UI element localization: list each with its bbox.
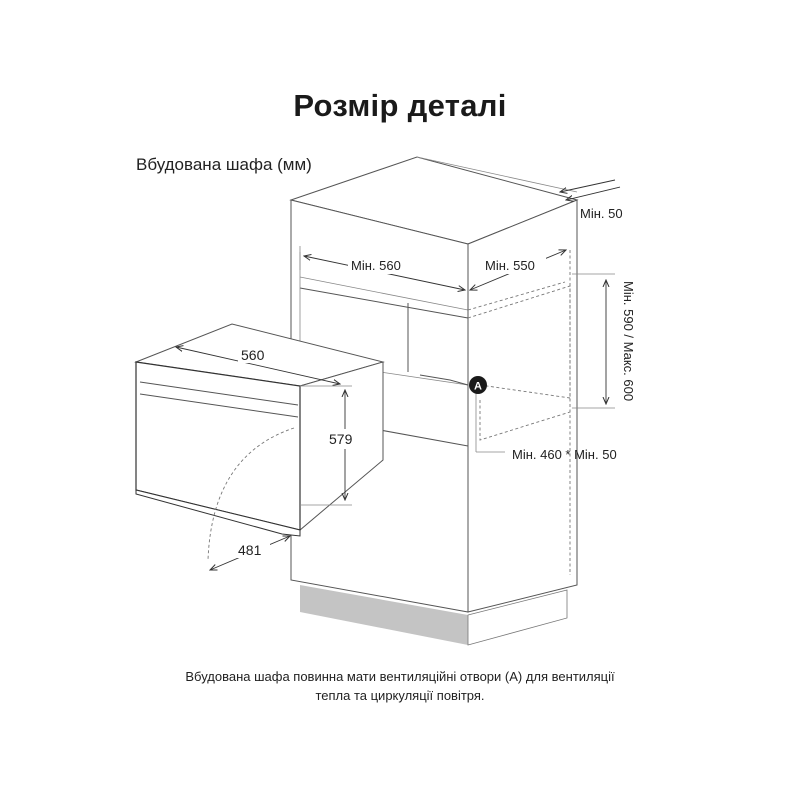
vent-marker-label: A <box>474 380 482 393</box>
dim-cabinet-depth-label: Мін. 550 <box>485 258 535 273</box>
vent-dims-label: Мін. 460 * Мін. 50 <box>512 447 617 462</box>
dim-cabinet-width-label: Мін. 560 <box>351 258 401 273</box>
footnote-line-1: Вбудована шафа повинна мати вентиляційні отвори (A) для вентиляції <box>185 669 615 684</box>
dim-oven-height-label: 579 <box>329 431 353 447</box>
oven-front-door <box>136 362 300 530</box>
footnote-line-2: тепла та циркуляції повітря. <box>315 688 485 703</box>
dim-niche-height-label: Мін. 590 / Макс. 600 <box>621 281 636 402</box>
ventilation-footnote <box>0 667 800 705</box>
dim-clearance-label: Мін. 50 <box>580 206 623 221</box>
page-title: Розмір деталі <box>293 88 507 123</box>
diagram-subtitle: Вбудована шафа (мм) <box>136 155 312 174</box>
dim-oven-width-label: 560 <box>241 347 265 363</box>
dim-niche-height-group <box>572 274 636 408</box>
dim-door-swing-label: 481 <box>238 542 262 558</box>
